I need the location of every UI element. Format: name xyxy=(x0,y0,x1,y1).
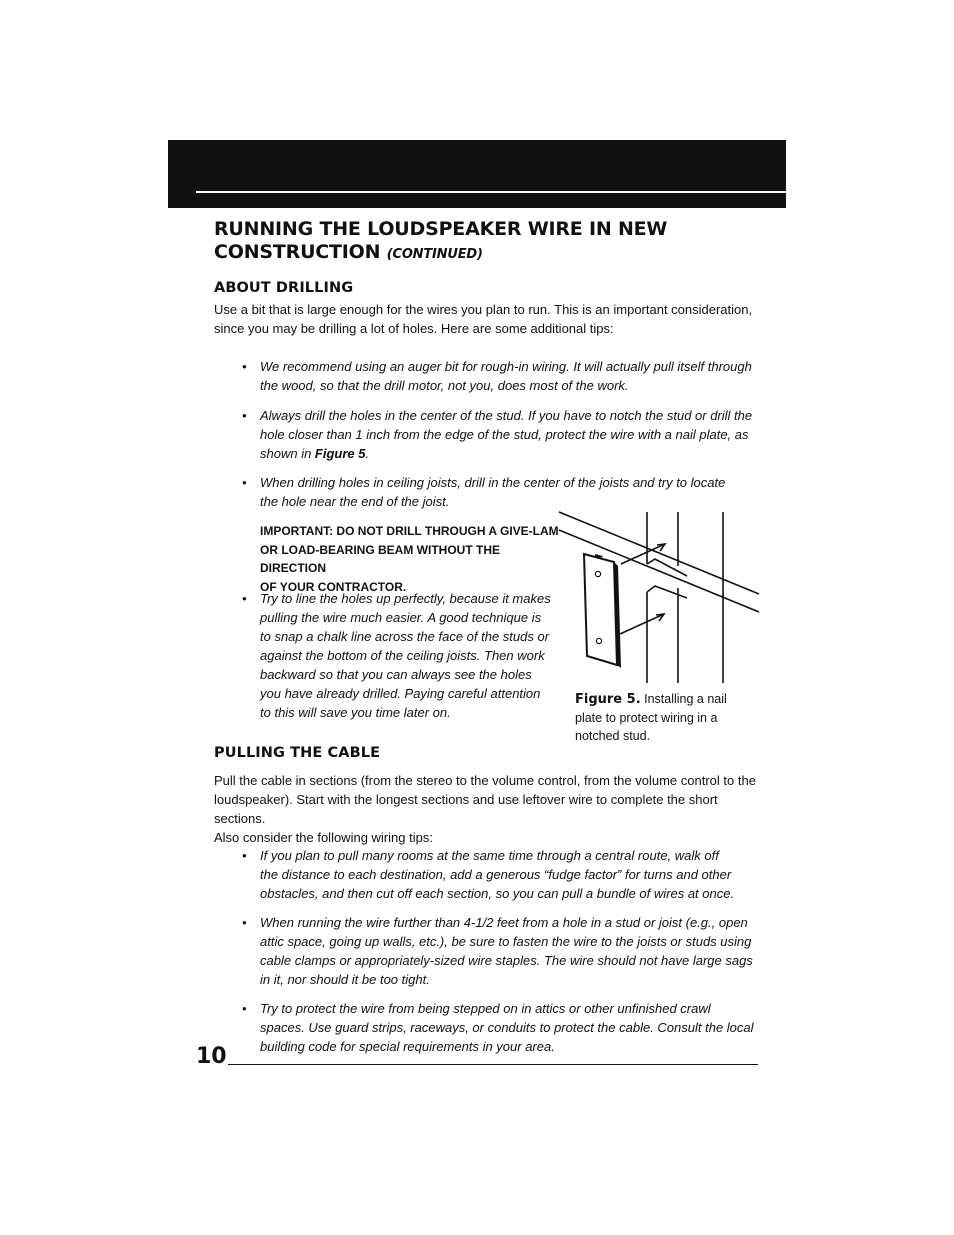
text-line: the wood, so that the drill motor, not you, does most of the work. xyxy=(260,378,629,393)
text-line: loudspeaker). Start with the longest sections and use leftover wire to complete the short sections. xyxy=(214,792,718,826)
drilling-intro xyxy=(214,300,759,338)
text-line: you have already drilled. Paying careful attention xyxy=(260,686,541,701)
text-line: cable clamps or appropriately-sized wire staples. The wire should not have large sags xyxy=(260,953,753,968)
text-line: hole closer than 1 inch from the edge of the stud, protect the wire with a nail plate, as xyxy=(260,427,749,442)
text-fragment: shown in xyxy=(260,446,315,461)
text-line: pulling the wire much easier. A good technique is xyxy=(260,610,542,625)
page-title xyxy=(214,218,774,266)
figure-5-illustration xyxy=(557,510,762,685)
text-line: to this will save you time later on. xyxy=(260,705,451,720)
text-line: since you may be drilling a lot of holes. Here are some additional tips: xyxy=(214,321,614,336)
text-line: OF YOUR CONTRACTOR. xyxy=(260,579,407,594)
page-number: 10 xyxy=(196,1044,227,1069)
title-continued: (CONTINUED) xyxy=(386,247,483,262)
text-line: Try to protect the wire from being stepped on in attics or other unfinished crawl xyxy=(260,1001,711,1016)
text-line: the distance to each destination, add a generous “fudge factor” for turns and other xyxy=(260,867,732,882)
pulling-cable-heading: PULLING THE CABLE xyxy=(214,745,381,761)
text-fragment: . xyxy=(365,446,370,461)
title-main: RUNNING THE LOUDSPEAKER WIRE IN NEW CONSTRUCTION xyxy=(214,218,668,263)
text-line: against the bottom of the ceiling joists. Then work xyxy=(260,648,545,663)
bullet-dot: • xyxy=(242,848,247,863)
text-line: When drilling holes in ceiling joists, drill in the center of the joists and try to locate xyxy=(260,475,726,490)
text-line: IMPORTANT: DO NOT DRILL THROUGH A GIVE-LAM xyxy=(260,524,559,538)
caption-text: Installing a nail xyxy=(640,692,727,706)
bullet-dot: • xyxy=(242,915,247,930)
text-line: in it, nor should it be too tight. xyxy=(260,972,430,987)
text-line: OR LOAD-BEARING BEAM WITHOUT THE DIRECTION xyxy=(260,542,500,575)
text-line: the hole near the end of the joist. xyxy=(260,494,450,509)
text-line: backward so that you can always see the holes xyxy=(260,667,532,682)
text-line: obstacles, and then cut off each section, so you can pull a bundle of wires at once. xyxy=(260,886,735,901)
bullet-dot: • xyxy=(242,359,247,374)
header-rule xyxy=(196,191,786,193)
text-line xyxy=(260,444,760,463)
cable-intro xyxy=(214,771,759,847)
text-line: We recommend using an auger bit for rough-in wiring. It will actually pull itself through xyxy=(260,359,752,374)
caption-line xyxy=(575,690,755,709)
important-warning xyxy=(260,522,560,596)
figure-5-caption xyxy=(575,690,755,745)
caption-line: notched stud. xyxy=(575,729,651,743)
bullet-dot: • xyxy=(242,475,247,490)
text-line: When running the wire further than 4-1/2 feet from a hole in a stud or joist (e.g., open xyxy=(260,915,748,930)
text-line: to snap a chalk line across the face of the studs or xyxy=(260,629,550,644)
text-line: Pull the cable in sections (from the stereo to the volume control, from the volume control to the xyxy=(214,773,756,788)
text-line: Try to line the holes up perfectly, because it makes xyxy=(260,591,551,606)
about-drilling-heading: ABOUT DRILLING xyxy=(214,280,354,296)
text-line: Always drill the holes in the center of the stud. If you have to notch the stud or drill the xyxy=(260,408,753,423)
text-line: attic space, going up walls, etc.), be sure to fasten the wire to the joists or studs using xyxy=(260,934,752,949)
bullet-dot: • xyxy=(242,591,247,606)
footer-rule xyxy=(228,1064,758,1065)
text-line: building code for special requirements in your area. xyxy=(260,1039,555,1054)
text-line: Use a bit that is large enough for the wires you plan to run. This is an important consideration, xyxy=(214,302,753,317)
figure-label: Figure 5. xyxy=(575,692,641,707)
figure-5-reference: Figure 5 xyxy=(314,446,366,461)
header-bar xyxy=(168,140,786,208)
text-line: If you plan to pull many rooms at the same time through a central route, walk off xyxy=(260,848,719,863)
bullet-dot: • xyxy=(242,1001,247,1016)
text-line: Also consider the following wiring tips: xyxy=(214,830,433,845)
bullet-dot: • xyxy=(242,408,247,423)
text-line: spaces. Use guard strips, raceways, or conduits to protect the cable. Consult the local xyxy=(260,1020,754,1035)
caption-line: plate to protect wiring in a xyxy=(575,711,718,725)
